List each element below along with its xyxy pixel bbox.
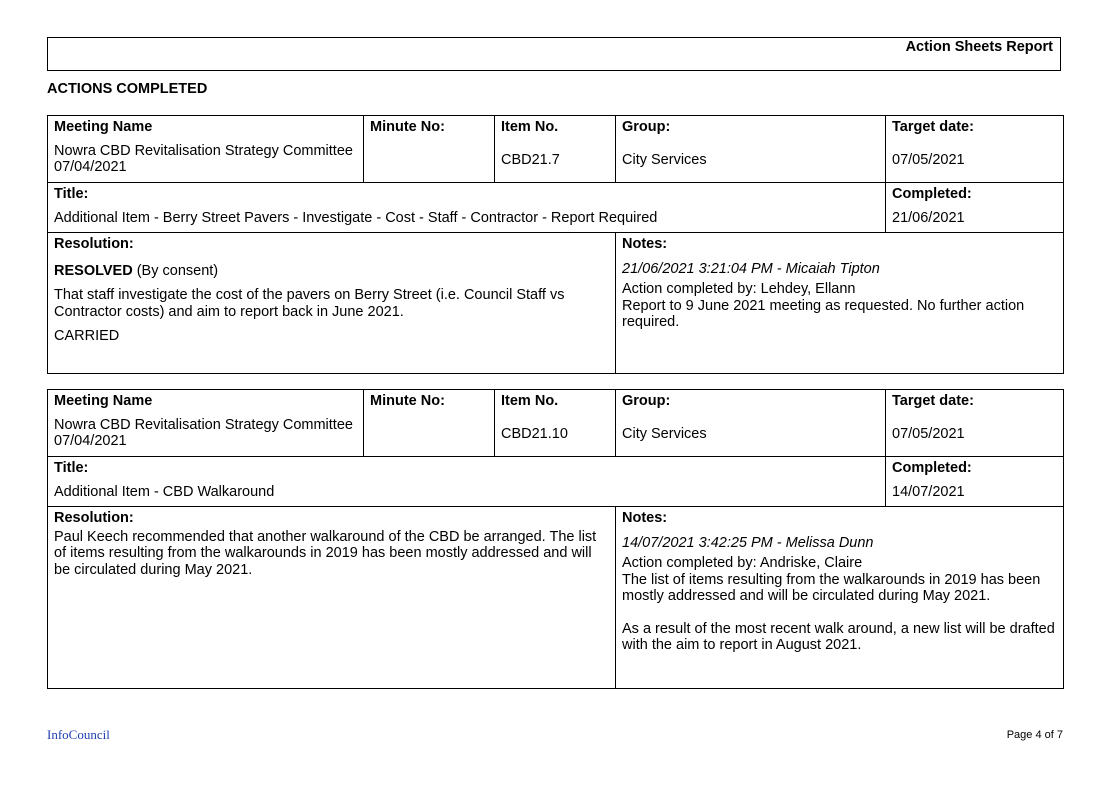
resolution-carried: CARRIED <box>54 328 120 344</box>
notes-timestamp: 21/06/2021 3:21:04 PM - Micaiah Tipton <box>622 260 880 277</box>
action-header-row <box>48 116 1064 183</box>
completed-value: 14/07/2021 <box>892 483 965 500</box>
resolution-cell <box>48 233 616 374</box>
report-header <box>47 37 1061 71</box>
meeting-name-cell <box>48 116 364 183</box>
completed-cell <box>886 457 1064 507</box>
completed-label: Completed: <box>892 460 972 476</box>
notes-label: Notes: <box>622 236 668 252</box>
title-cell <box>48 457 886 507</box>
section-heading: ACTIONS COMPLETED <box>47 81 208 97</box>
group-cell <box>616 390 886 457</box>
target-date-value: 07/05/2021 <box>892 425 965 442</box>
group-cell <box>616 116 886 183</box>
page-number: Page 4 of 7 <box>1006 729 1063 741</box>
group-label: Group: <box>622 393 671 409</box>
completed-label: Completed: <box>892 186 972 202</box>
action-header-row <box>48 390 1064 457</box>
item-no-label: Item No. <box>501 119 559 135</box>
meeting-name-cell <box>48 390 364 457</box>
resolution-status <box>54 263 609 280</box>
title-value: Additional Item - Berry Street Pavers - Investigate - Cost - Staff - Contractor - Report Required <box>54 209 658 226</box>
resolution-text: That staff investigate the cost of the pavers on Berry Street (i.e. Council Staff vs Contractor costs) and aim to report back in June 2021. <box>54 287 565 320</box>
target-date-cell <box>886 116 1064 183</box>
notes-text: The list of items resulting from the walkarounds in 2019 has been mostly addressed and will be circulated during May 2021. <box>622 571 1041 604</box>
report-title: Action Sheets Report <box>905 39 1053 55</box>
item-no-value: CBD21.10 <box>501 425 568 442</box>
completed-cell <box>886 183 1064 233</box>
item-no-value: CBD21.7 <box>501 151 560 168</box>
action-title-row <box>48 183 1064 233</box>
infocouncil-logo: InfoCouncil <box>47 727 110 742</box>
resolution-label: Resolution: <box>54 236 134 252</box>
meeting-name-value: Nowra CBD Revitalisation Strategy Committee 07/04/2021 <box>54 416 353 449</box>
minute-no-cell <box>364 390 495 457</box>
resolution-text: Paul Keech recommended that another walkaround of the CBD be arranged. The list of items resulting from the walkarounds in 2019 has been mostly addressed and will be circulated during May 2021. <box>54 528 597 578</box>
target-date-label: Target date: <box>892 393 974 409</box>
completed-value: 21/06/2021 <box>892 209 965 226</box>
notes-completed-by: Action completed by: Andriske, Claire <box>622 555 863 571</box>
item-no-cell <box>495 116 616 183</box>
notes-cell <box>616 507 1064 689</box>
meeting-name-value: Nowra CBD Revitalisation Strategy Committee 07/04/2021 <box>54 142 353 175</box>
notes-label: Notes: <box>622 510 668 526</box>
action-body-row <box>48 507 1064 689</box>
item-no-label: Item No. <box>501 393 559 409</box>
notes-text: Report to 9 June 2021 meeting as requested. No further action required. <box>622 297 1025 330</box>
notes-text-followup: As a result of the most recent walk around, a new list will be drafted with the aim to report in August 2021. <box>622 620 1055 653</box>
action-sheet <box>47 115 1064 374</box>
action-body-row <box>48 233 1064 374</box>
item-no-cell <box>495 390 616 457</box>
target-date-value: 07/05/2021 <box>892 151 965 168</box>
meeting-name-label: Meeting Name <box>54 393 153 409</box>
resolved-suffix: (By consent) <box>132 262 219 279</box>
title-label: Title: <box>54 460 89 476</box>
title-value: Additional Item - CBD Walkaround <box>54 483 275 500</box>
title-cell <box>48 183 886 233</box>
resolution-label: Resolution: <box>54 510 134 526</box>
minute-no-label: Minute No: <box>370 393 445 409</box>
group-label: Group: <box>622 119 671 135</box>
target-date-label: Target date: <box>892 119 974 135</box>
action-sheet <box>47 389 1064 689</box>
notes-cell <box>616 233 1064 374</box>
minute-no-cell <box>364 116 495 183</box>
notes-completed-by: Action completed by: Lehdey, Ellann <box>622 281 856 297</box>
action-title-row <box>48 457 1064 507</box>
minute-no-label: Minute No: <box>370 119 445 135</box>
meeting-name-label: Meeting Name <box>54 119 153 135</box>
group-value: City Services <box>622 151 707 168</box>
resolution-cell <box>48 507 616 689</box>
resolved-word: RESOLVED <box>54 262 133 279</box>
target-date-cell <box>886 390 1064 457</box>
title-label: Title: <box>54 186 89 202</box>
notes-timestamp: 14/07/2021 3:42:25 PM - Melissa Dunn <box>622 534 874 551</box>
group-value: City Services <box>622 425 707 442</box>
